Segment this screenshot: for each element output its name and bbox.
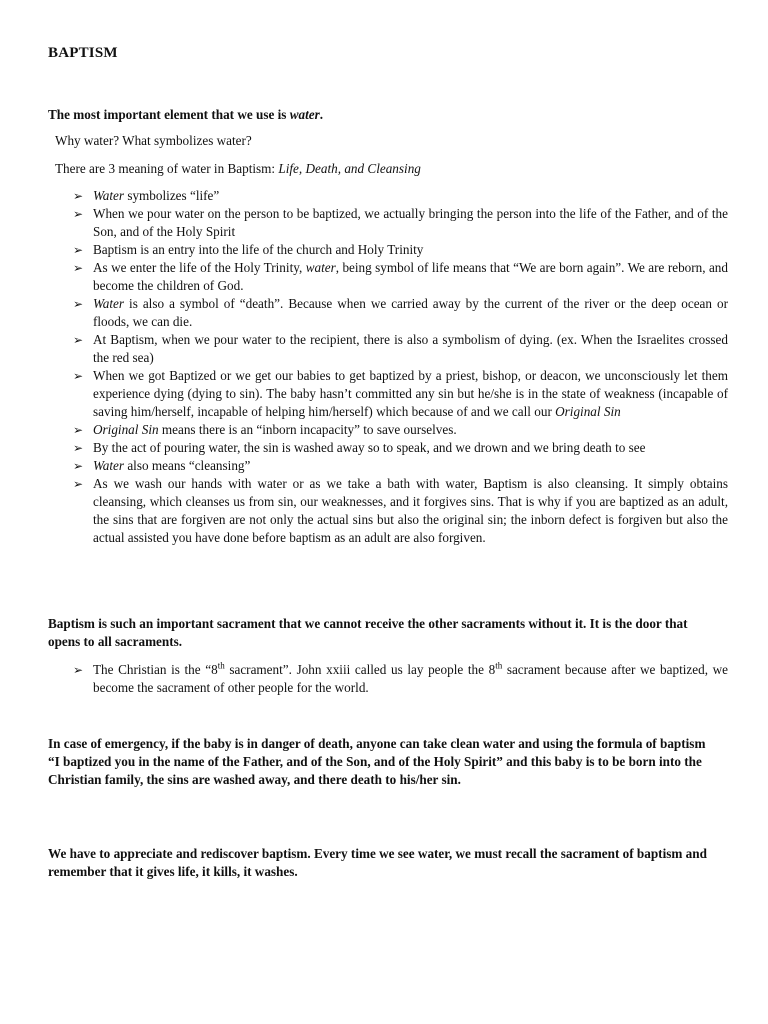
bullet-text-start: When we got Baptized or we get our babies to get baptized by a priest, bishop, or deacon, we unconsciously let them experience dying (dying to sin). The baby hasn’t committed any sin but he/she is in the state of weakness (incapable of saving him/herself, incapable of helping him/herself) which because of and we call our: [93, 368, 728, 419]
eighth-text-2: sacrament”. John xxiii called us lay people the 8: [224, 662, 496, 677]
bullet-italic: Water: [93, 188, 125, 203]
eighth-text-3: sacrament because after we baptized, we become the sacrament of other people for the world.: [93, 662, 728, 695]
lead-end: .: [319, 107, 324, 122]
bullet-text: At Baptism, when we pour water to the recipient, there is also a symbolism of dying. (ex. When the Israelites crossed the red sea): [93, 332, 728, 365]
question-line: Why water? What symbolizes water?: [55, 133, 252, 148]
arrow-bullet-icon: ➢: [73, 369, 84, 383]
arrow-bullet-icon: ➢: [73, 333, 84, 347]
arrow-bullet-icon: ➢: [73, 189, 84, 203]
list-item: [73, 295, 728, 331]
ordinal-suffix: th: [217, 660, 225, 671]
bullet-text: , being symbol of life means that “We are born again”. We are reborn, and become the children of God.: [93, 260, 728, 293]
bullet-text: As we wash our hands with water or as we take a bath with water, Baptism is also cleansing. It simply obtains cleansing, which cleanses us from sin, our weaknesses, and it forgives sins. That is why if you are baptized as an adult, the sins that are forgiven are not only the actual sins but also the original sin; the inborn defect is forgiven but also the actual assisted you have done before baptism as an adult are also forgiven.: [93, 476, 728, 545]
lead-italic: water: [289, 107, 320, 122]
water-meanings-list: [73, 187, 728, 547]
list-item: [73, 421, 728, 439]
arrow-bullet-icon: ➢: [73, 477, 84, 491]
emergency-paragraph: In case of emergency, if the baby is in danger of death, anyone can take clean water and using the formula of baptism “I baptized you in the name of the Father, and of the Son, and of the Holy Spirit” and this baby is to be born into the Christian family, the sins are washed away, and there death to his/her sin.: [48, 736, 706, 787]
bullet-text-start: As we enter the life of the Holy Trinity,: [93, 260, 306, 275]
meaning-line: [55, 160, 421, 178]
list-item: [73, 367, 728, 421]
bullet-italic: Water: [93, 296, 125, 311]
closing-paragraph: We have to appreciate and rediscover baptism. Every time we see water, we must recall the sacrament of baptism and remember that it gives life, it kills, it washes.: [48, 846, 707, 879]
ordinal-suffix: th: [495, 660, 503, 671]
arrow-bullet-icon: ➢: [73, 243, 84, 257]
bullet-text: means there is an “inborn incapacity” to save ourselves.: [158, 422, 457, 437]
list-item: [73, 475, 728, 547]
meaning-text: There are 3 meaning of water in Baptism:: [55, 161, 279, 176]
meaning-italic: Life, Death, and Cleansing: [278, 161, 421, 176]
arrow-bullet-icon: ➢: [73, 207, 84, 221]
bullet-italic: Original Sin: [93, 422, 159, 437]
door-paragraph: Baptism is such an important sacrament that we cannot receive the other sacraments without it. It is the door that opens to all sacraments.: [48, 616, 688, 649]
bullet-italic: Water: [93, 458, 125, 473]
bullet-text: Baptism is an entry into the life of the church and Holy Trinity: [93, 242, 424, 257]
bullet-text: By the act of pouring water, the sin is washed away so to speak, and we drown and we bring death to see: [93, 440, 646, 455]
arrow-bullet-icon: ➢: [73, 261, 84, 275]
arrow-bullet-icon: ➢: [73, 297, 84, 311]
document-title: BAPTISM: [48, 45, 118, 61]
arrow-bullet-icon: ➢: [73, 459, 84, 473]
arrow-bullet-icon: ➢: [73, 423, 84, 437]
bullet-text: When we pour water on the person to be baptized, we actually bringing the person into the life of the Father, and of the Son, and of the Holy Spirit: [93, 206, 728, 239]
bullet-italic: Original Sin: [555, 404, 621, 419]
arrow-bullet-icon: ➢: [73, 663, 84, 677]
eighth-sacrament-list: [73, 661, 728, 697]
list-item: [73, 259, 728, 295]
list-item: [73, 241, 728, 259]
lead-text: The most important element that we use is: [48, 107, 290, 122]
list-item: [73, 661, 728, 697]
list-item: [73, 457, 728, 475]
list-item: [73, 439, 728, 457]
bullet-text: also means “cleansing”: [124, 458, 251, 473]
list-item: [73, 205, 728, 241]
bullet-italic: water: [305, 260, 336, 275]
eighth-text-1: The Christian is the “8: [93, 662, 218, 677]
lead-sentence: [48, 106, 323, 124]
bullet-text: is also a symbol of “death”. Because when we carried away by the current of the river or the deep ocean or floods, we can die.: [93, 296, 728, 329]
list-item: [73, 331, 728, 367]
bullet-text: symbolizes “life”: [124, 188, 220, 203]
list-item: [73, 187, 728, 205]
arrow-bullet-icon: ➢: [73, 441, 84, 455]
